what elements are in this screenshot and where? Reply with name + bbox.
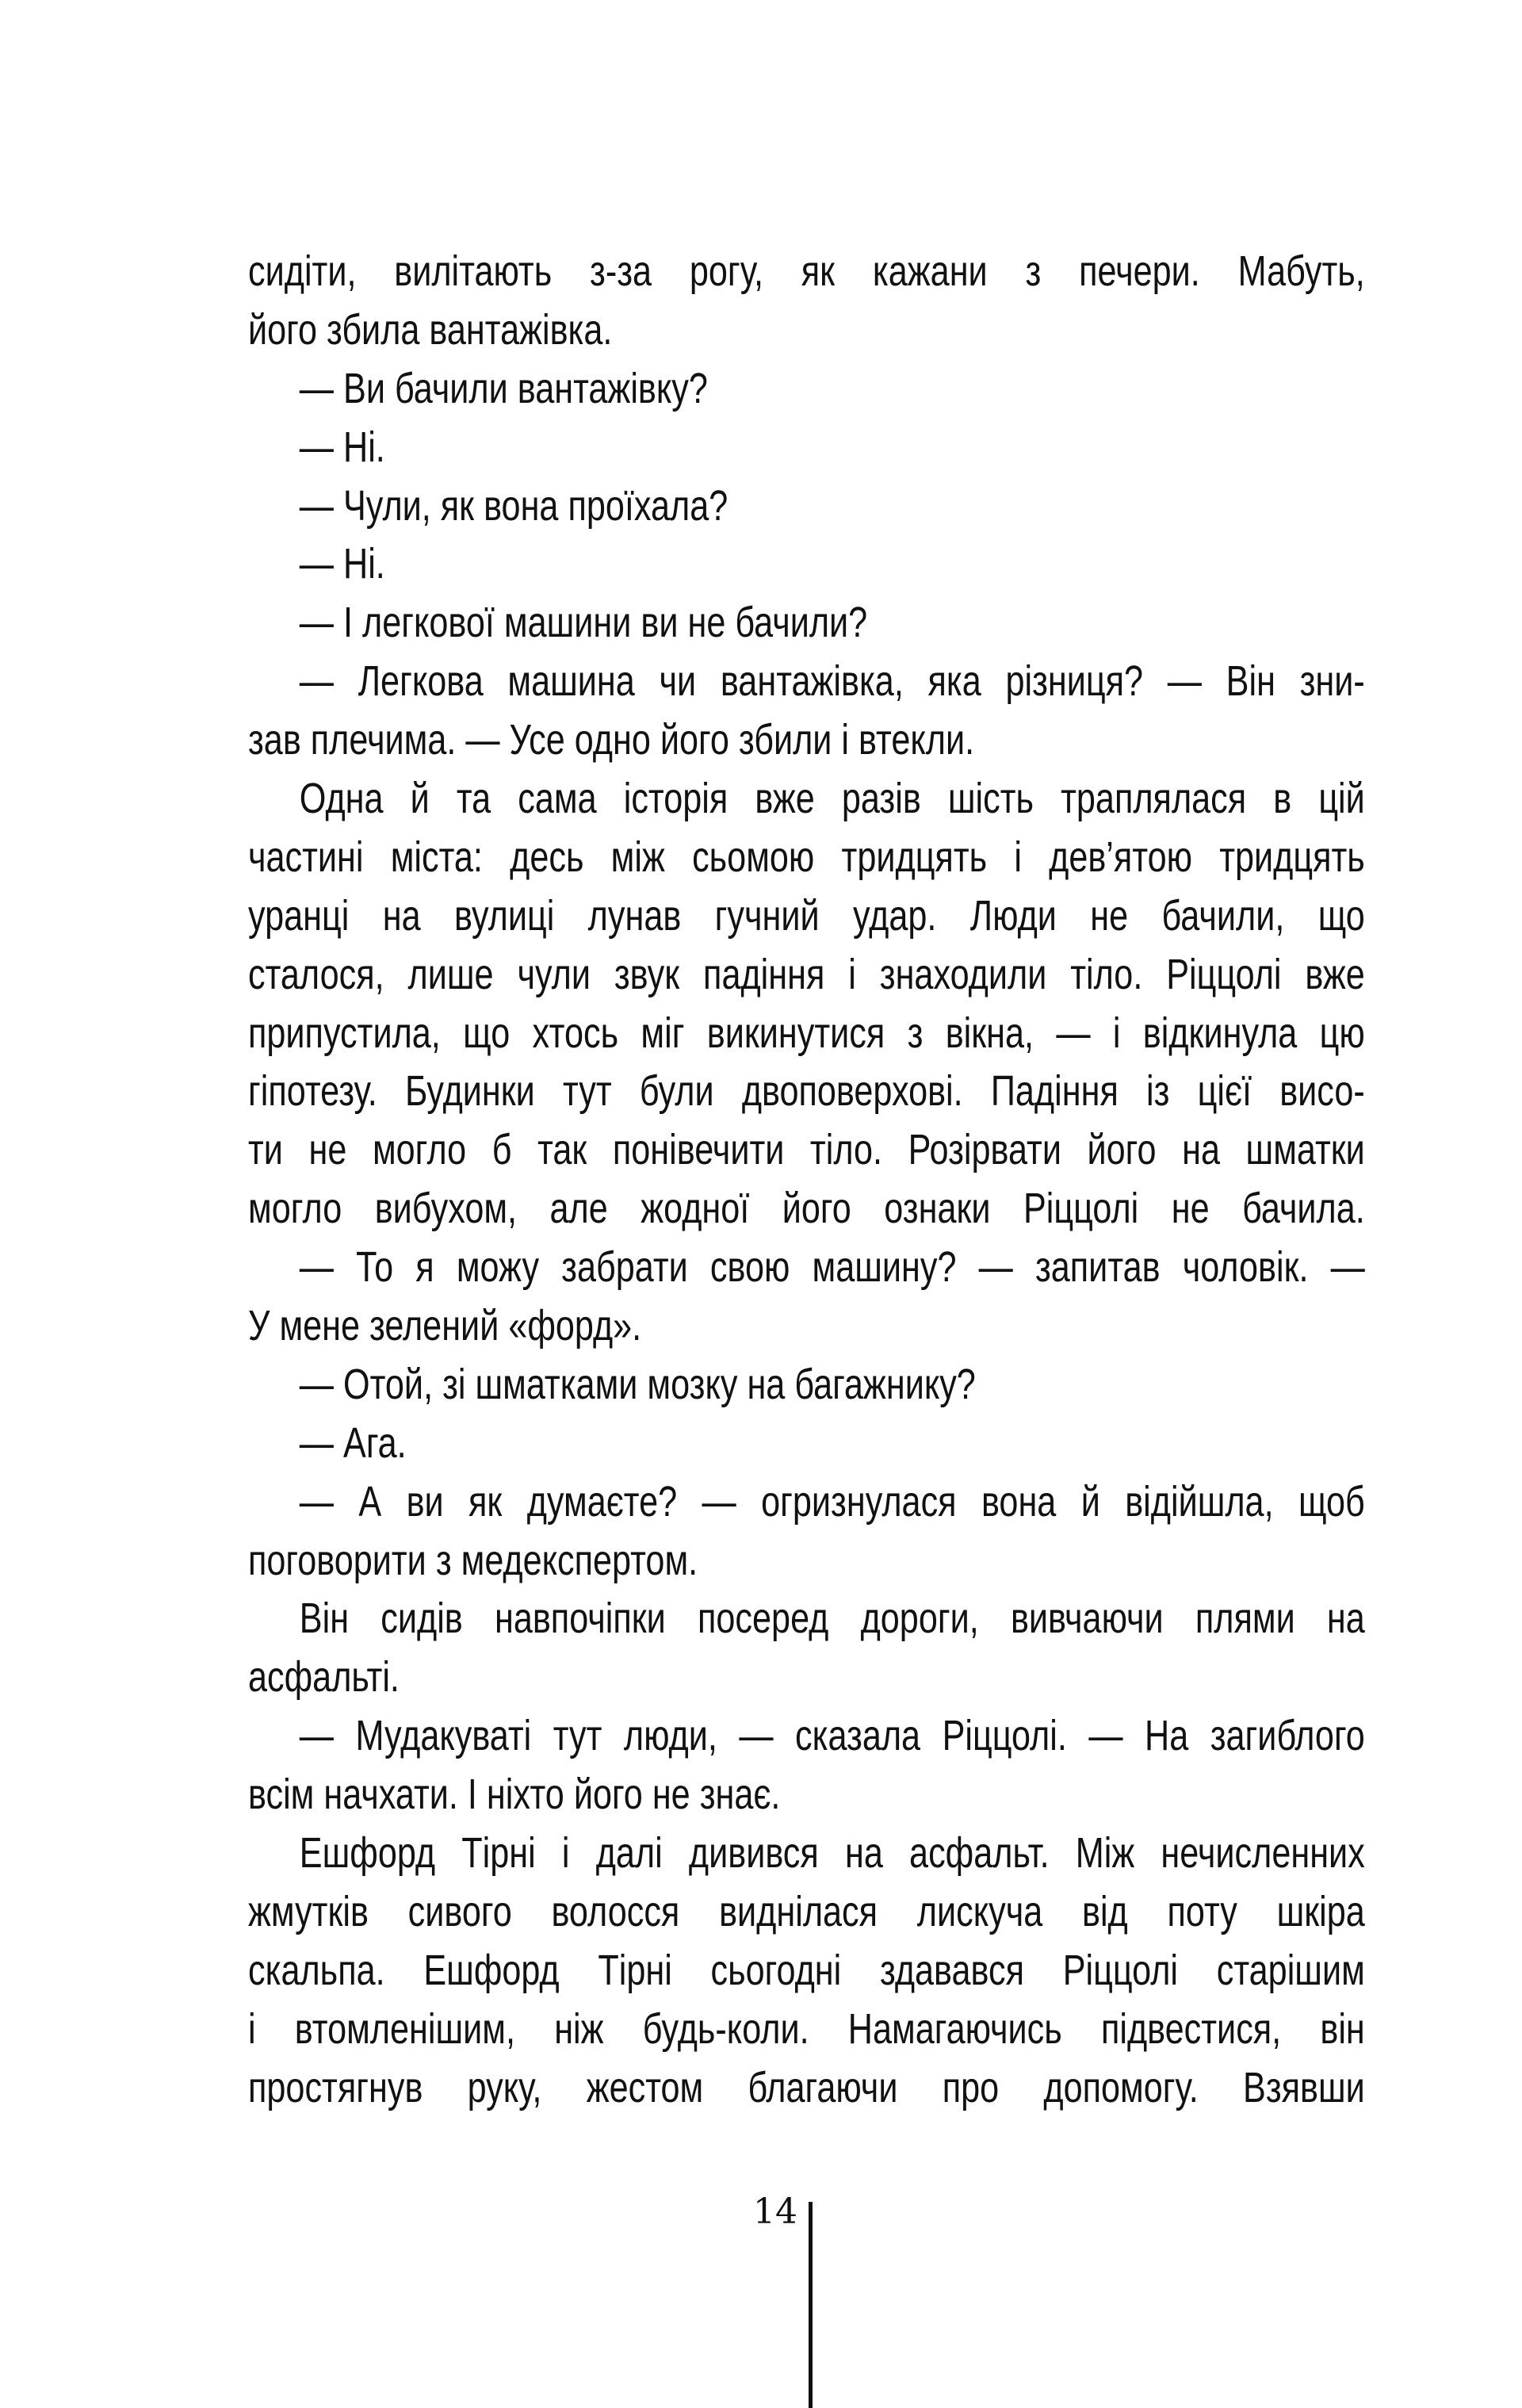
text-line: припустила, що хтось міг викинутися з вікна, — і відкинула цю — [248, 1009, 1365, 1057]
text-line: частині міста: десь між сьомою тридцять і дев’ятою тридцять — [248, 833, 1365, 881]
text-line: поговорити з медекспертом. — [248, 1536, 698, 1584]
text-line: ти не могло б так понівечити тіло. Розірвати його на шматки — [248, 1126, 1365, 1174]
text-line: асфальті. — [248, 1653, 400, 1702]
text-line: його збила вантажівка. — [248, 305, 613, 354]
text-line: — Ні. — [299, 540, 385, 588]
text-line: — Мудакуваті тут люди, — сказала Ріццолі. — На загиблого — [299, 1712, 1365, 1760]
text-line: У мене зелений «форд». — [248, 1302, 642, 1350]
text-line: — Ви бачили вантажівку? — [299, 364, 708, 412]
text-line: гіпотезу. Будинки тут були двоповерхові. Падіння із цієї висо- — [248, 1067, 1365, 1116]
text-line: — Ага. — [299, 1418, 407, 1467]
text-line: Він сидів навпочіпки посеред дороги, вивчаючи плями на — [299, 1594, 1365, 1643]
text-line: — Ні. — [299, 423, 385, 471]
text-line: сталося, лише чули звук падіння і знаходили тіло. Ріццолі вже — [248, 950, 1365, 998]
page-number: 14 — [753, 2192, 797, 2232]
text-line: всім начхати. І ніхто його не знає. — [248, 1771, 781, 1819]
text-line: сидіти, вилітають з-за рогу, як кажани з печери. Мабуть, — [248, 247, 1365, 295]
text-line: жмутків сивого волосся виднілася лискуча від поту шкіра — [248, 1887, 1365, 1935]
text-line: — Отой, зі шматками мозку на багажнику? — [299, 1360, 976, 1408]
text-line: — Чули, як вона проїхала? — [299, 481, 728, 530]
text-line: уранці на вулиці лунав гучний удар. Люди не бачили, що — [248, 891, 1365, 940]
text-line: Ешфорд Тірні і далі дивився на асфальт. Між нечисленних — [299, 1829, 1365, 1878]
text-line: і втомленішим, ніж будь-коли. Намагаючись підвестися, він — [248, 2004, 1365, 2053]
body-text — [248, 243, 1365, 2118]
page-rule — [809, 2202, 813, 2408]
text-line: — То я можу забрати свою машину? — запитав чоловік. — — [299, 1243, 1365, 1292]
text-line: зав плечима. — Усе одно його збили і втекли. — [248, 716, 975, 764]
text-line: Одна й та сама історія вже разів шість траплялася в цій — [299, 775, 1365, 823]
text-line: — Легкова машина чи вантажівка, яка різниця? — Він зни- — [299, 657, 1365, 706]
text-line: простягнув руку, жестом благаючи про допомогу. Взявши — [248, 2063, 1365, 2111]
text-line: — І легкової машини ви не бачили? — [299, 599, 868, 647]
text-line: скальпа. Ешфорд Тірні сьогодні здавався Ріццолі старішим — [248, 1946, 1365, 1994]
text-line: — А ви як думаєте? — огризнулася вона й відійшла, щоб — [299, 1477, 1365, 1526]
text-line: могло вибухом, але жодної його ознаки Ріццолі не бачила. — [248, 1185, 1365, 1233]
